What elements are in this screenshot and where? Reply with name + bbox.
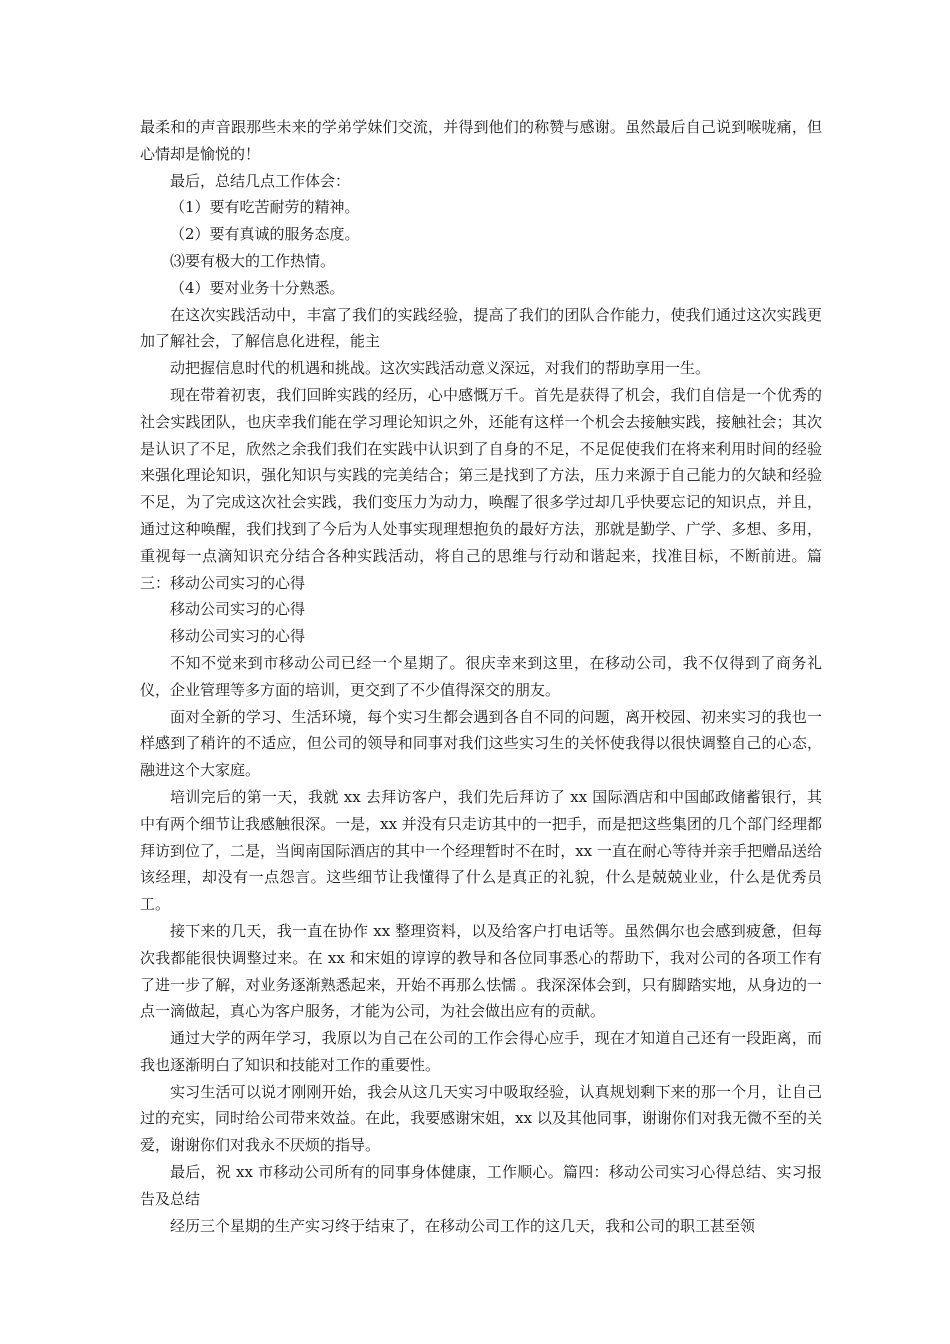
section-heading-2: 移动公司实习的心得	[170, 627, 306, 646]
paragraph-7: 面对全新的学习、生活环境，每个实习生都会遇到各自不同的问题，离开校园、初来实习的我也一样感到了稍许的不适应，但公司的领导和同事对我们这些实习生的关怀使我得以很快调整自己的心态，融进这个大家庭。	[140, 707, 822, 780]
paragraph-5: 现在带着初衷，我们回眸实践的经历，心中感慨万千。首先是获得了机会，我们自信是一个优秀的社会实践团队，也庆幸我们能在学习理论知识之外，还能有这样一个机会去接触实践，接触社会；其次是认识了不足，欣然之余我们我们在实践中认识到了自身的不足，不足促使我们在将来利用时间的经验来强化理论知识，强化知识与实践的完美结合；第三是找到了方法，压力来源于自己能力的欠缺和经验不足，为了完成这次社会实践，我们变压力为动力，唤醒了很多学过却几乎快要忘记的知识点，并且，通过这种唤醒，我们找到了今后为人处事实现理想抱负的最好方法，那就是勤学、广学、多想、多用，重视每一点滴知识充分结合各种实践活动，将自己的思维与行动和谐起来，找准目标，不断前进。篇三：移动公司实习的心得	[140, 385, 822, 592]
document-page	[140, 114, 822, 1239]
list-item-2: （2）要有真诚的服务态度。	[170, 225, 360, 244]
section-heading-1: 移动公司实习的心得	[170, 600, 306, 619]
paragraph-11: 实习生活可以说才刚刚开始，我会从这几天实习中吸取经验，认真规划剩下来的那一个月，让自己过的充实，同时给公司带来效益。在此，我要感谢宋姐，xx 以及其他同事，谢谢你们对我无微不至的关爱，谢谢你们对我永不厌烦的指导。	[140, 1082, 822, 1155]
paragraph-12: 最后，祝 xx 市移动公司所有的同事身体健康，工作顺心。篇四：移动公司实习心得总结、实习报告及总结	[140, 1163, 822, 1208]
paragraph-3: 在这次实践活动中，丰富了我们的实践经验，提高了我们的团队合作能力，使我们通过这次实践更加了解社会，了解信息化进程，能主	[140, 305, 822, 351]
list-item-3: ⑶要有极大的工作热情。	[170, 251, 336, 270]
paragraph-2: 最后，总结几点工作体会：	[170, 171, 351, 190]
paragraph-9: 接下来的几天，我一直在协作 xx 整理资料，以及给客户打电话等。虽然偶尔也会感到疲惫，但每次我都能很快调整过来。在 xx 和宋姐的谆谆的教导和各位同事悉心的帮助下，我对公司的各项工作有了进一步了解，对业务逐渐熟悉起来，开始不再那么怯懦 。我深深体会到，只有脚踏实地，从身边的一点一滴做起，真心为客户服务，才能为公司，为社会做出应有的贡献。	[140, 921, 822, 1021]
paragraph-1: 最柔和的声音跟那些未来的学弟学妹们交流，并得到他们的称赞与感谢。虽然最后自己说到喉咙痛，但心情却是愉悦的！	[140, 118, 822, 163]
paragraph-6: 不知不觉来到市移动公司已经一个星期了。很庆幸来到这里，在移动公司，我不仅得到了商务礼仪，企业管理等多方面的培训，更交到了不少值得深交的朋友。	[140, 653, 822, 699]
paragraph-10: 通过大学的两年学习，我原以为自己在公司的工作会得心应手，现在才知道自己还有一段距离，而我也逐渐明白了知识和技能对工作的重要性。	[140, 1029, 822, 1074]
list-item-1: （1）要有吃苦耐劳的精神。	[170, 198, 360, 217]
paragraph-4: 动把握信息时代的机遇和挑战。这次实践活动意义深远，对我们的帮助享用一生。	[170, 359, 711, 378]
paragraph-13: 经历三个星期的生产实习终于结束了，在移动公司工作的这几天，我和公司的职工甚至领	[170, 1216, 756, 1235]
paragraph-8: 培训完后的第一天，我就 xx 去拜访客户，我们先后拜访了 xx 国际酒店和中国邮政储蓄银行，其中有两个细节让我感触很深。一是，xx 并没有只走访其中的一把手，而是把这些集团的几个部门经理都拜访到位了，二是，当闽南国际酒店的其中一个经理暂时不在时，xx 一直在耐心等待并亲手把赠品送给该经理，却没有一点怨言。这些细节让我懂得了什么是真正的礼貌，什么是兢兢业业，什么是优秀员工。	[140, 787, 822, 914]
list-item-4: （4）要对业务十分熟悉。	[170, 278, 345, 297]
